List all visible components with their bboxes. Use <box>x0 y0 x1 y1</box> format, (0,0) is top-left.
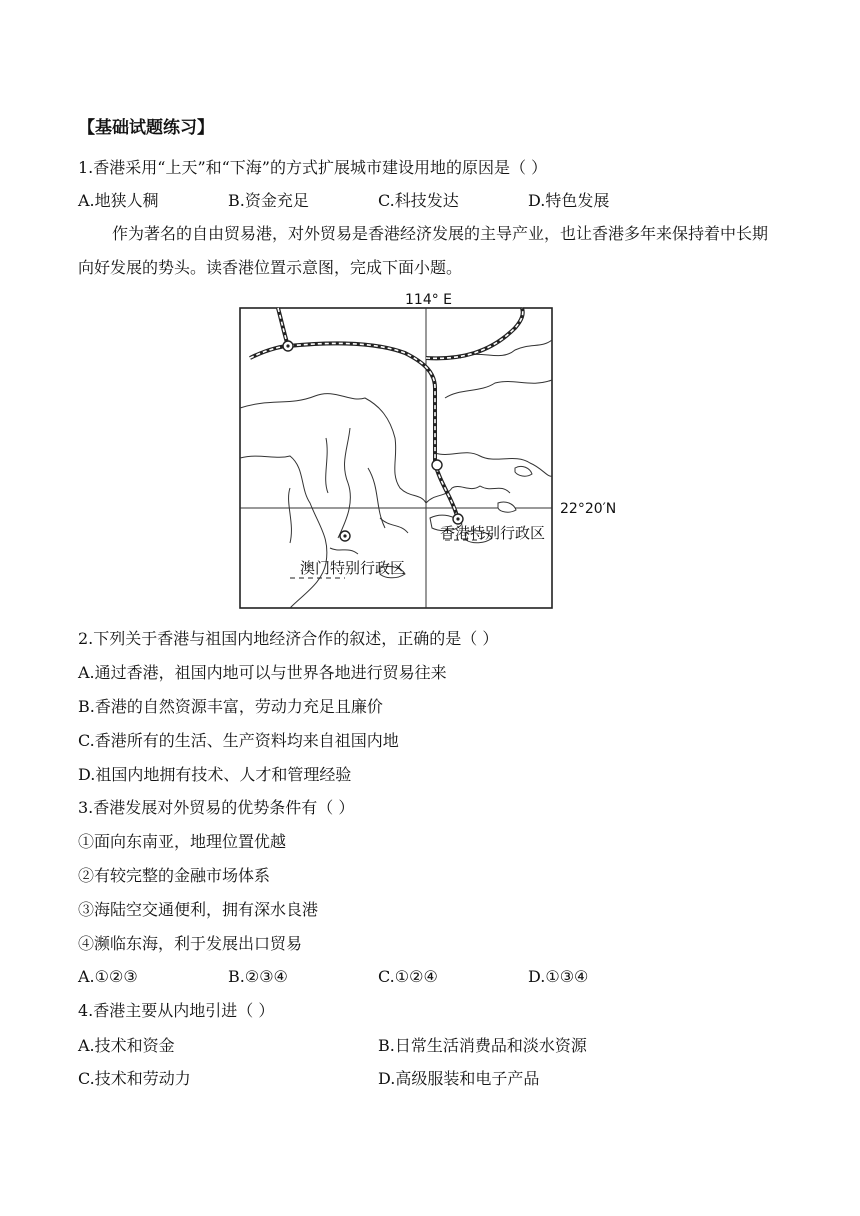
longitude-label: 114° E <box>405 292 453 308</box>
q4-option-b[interactable]: B.日常生活消费品和淡水资源 <box>378 1036 587 1055</box>
question-1-stem: 1.香港采用“上天”和“下海”的方式扩展城市建设用地的原因是（ ） <box>78 158 548 177</box>
q3-option-d[interactable]: D.①③④ <box>528 967 589 986</box>
question-2-stem: 2.下列关于香港与祖国内地经济合作的叙述，正确的是（ ） <box>78 629 499 648</box>
q3-item-4: ④濒临东海，利于发展出口贸易 <box>78 934 303 953</box>
q3-option-c[interactable]: C.①②④ <box>378 967 438 986</box>
q1-option-c[interactable]: C.科技发达 <box>378 191 459 210</box>
q3-option-b[interactable]: B.②③④ <box>228 967 288 986</box>
q2-option-d[interactable]: D.祖国内地拥有技术、人才和管理经验 <box>78 765 352 784</box>
q3-item-3: ③海陆空交通便利，拥有深水良港 <box>78 900 319 919</box>
q4-option-c[interactable]: C.技术和劳动力 <box>78 1069 191 1088</box>
q2-option-c[interactable]: C.香港所有的生活、生产资料均来自祖国内地 <box>78 731 399 750</box>
q4-option-d[interactable]: D.高级服装和电子产品 <box>378 1069 540 1088</box>
reading-passage: 作为著名的自由贸易港，对外贸易是香港经济发展的主导产业，也让香港多年来保持着中长期向好发展的势头。读香港位置示意图，完成下面小题。 <box>78 224 769 277</box>
shenzhen-station-marker <box>432 460 442 470</box>
q4-option-a[interactable]: A.技术和资金 <box>78 1036 175 1055</box>
q1-option-d[interactable]: D.特色发展 <box>528 191 610 210</box>
macau-label: 澳门特别行政区 <box>300 559 406 577</box>
question-4-stem: 4.香港主要从内地引进（ ） <box>78 1001 275 1020</box>
q3-item-1: ①面向东南亚，地理位置优越 <box>78 832 287 851</box>
hong-kong-label: 香港特别行政区 <box>440 524 546 542</box>
hong-kong-location-map <box>230 288 617 613</box>
q3-option-a[interactable]: A.①②③ <box>78 967 138 986</box>
q2-option-a[interactable]: A.通过香港，祖国内地可以与世界各地进行贸易往来 <box>78 663 447 682</box>
question-3-stem: 3.香港发展对外贸易的优势条件有（ ） <box>78 798 355 817</box>
section-title: 【基础试题练习】 <box>78 118 214 138</box>
q3-item-2: ②有较完整的金融市场体系 <box>78 866 271 885</box>
q2-option-b[interactable]: B.香港的自然资源丰富，劳动力充足且廉价 <box>78 697 383 716</box>
latitude-label: 22°20′N <box>560 501 617 517</box>
q1-option-b[interactable]: B.资金充足 <box>228 191 309 210</box>
q1-option-a[interactable]: A.地狭人稠 <box>78 191 159 210</box>
